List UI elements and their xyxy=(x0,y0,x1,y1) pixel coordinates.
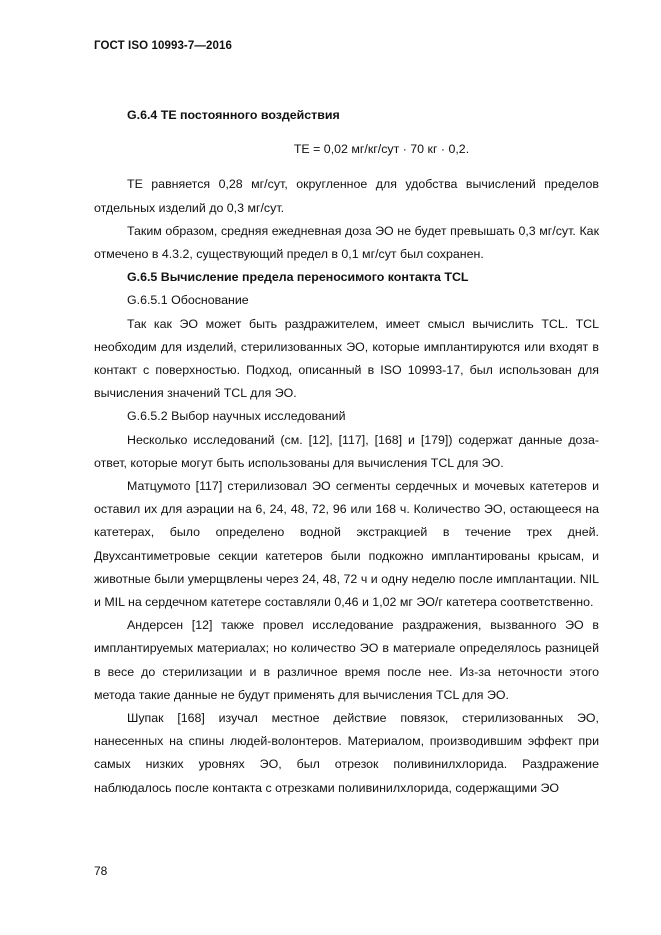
page-number: 78 xyxy=(94,864,108,878)
document-header: ГОСТ ISO 10993-7—2016 xyxy=(94,40,232,52)
section-heading-g65: G.6.5 Вычисление предела переносимого контакта TCL xyxy=(127,270,469,285)
section-heading-g64: G.6.4 TE постоянного воздействия xyxy=(127,108,340,122)
paragraph: Так как ЭО может быть раздражителем, имеет смысл вычислить TCL. TCL необходим для изделий, стерилизованных ЭО, которые имплантируются или входят в контакт с поверхностью. Подход, описанный в ISO 10993-17, был использован для вычисления значений TCL для ЭО. xyxy=(94,316,599,401)
subsection-heading-g652: G.6.5.2 Выбор научных исследований xyxy=(127,409,346,424)
paragraph: Таким образом, средняя ежедневная доза ЭО не будет превышать 0,3 мг/сут. Как отмечено в 4.3.2, существующий предел в 0,1 мг/сут был сохранен. xyxy=(94,223,599,262)
subsection-heading-g651: G.6.5.1 Обоснование xyxy=(127,293,249,308)
formula-te: TE = 0,02 мг/кг/сут · 70 кг · 0,2. xyxy=(293,142,470,157)
paragraph: TE равняется 0,28 мг/сут, округленное для удобства вычислений пределов отдельных изделий до 0,3 мг/сут. xyxy=(94,177,599,215)
paragraph: Матцумото [117] стерилизовал ЭО сегменты сердечных и мочевых катетеров и оставил их для аэрации на 6, 24, 48, 72, 96 или 168 ч. Количество ЭО, остающееся на катетерах, было определено водной экстракцией в течение трех дней. Двухсантиметровые секции катетеров были подкожно имплантированы крысам, и животные были умерщвлены через 24, 48, 72 ч и одну неделю после имплантации. NIL и MIL на сердечном катетере составляли 0,46 и 1,02 мг ЭО/г катетера соответственно. xyxy=(94,479,599,610)
document-body xyxy=(94,104,599,800)
paragraph: Андерсен [12] также провел исследование раздражения, вызванного ЭО в имплантируемых материалах; но количество ЭО в материале определялось разницей в весе до стерилизации и в различное время после нее. Из-за неточности этого метода такие данные не будут применять для вычисления TCL для ЭО. xyxy=(94,618,599,702)
paragraph: Шупак [168] изучал местное действие повязок, стерилизованных ЭО, нанесенных на спины людей-волонтеров. Материалом, производившим эффект при самых низких уровнях ЭО, был отрезок поливинилхлорида. Раздражение наблюдалось после контакта с отрезками поливинилхлорида, содержащими ЭО xyxy=(94,711,599,795)
paragraph: Несколько исследований (см. [12], [117], [168] и [179]) содержат данные доза-ответ, которые могут быть использованы для вычисления TCL для ЭО. xyxy=(94,432,599,470)
